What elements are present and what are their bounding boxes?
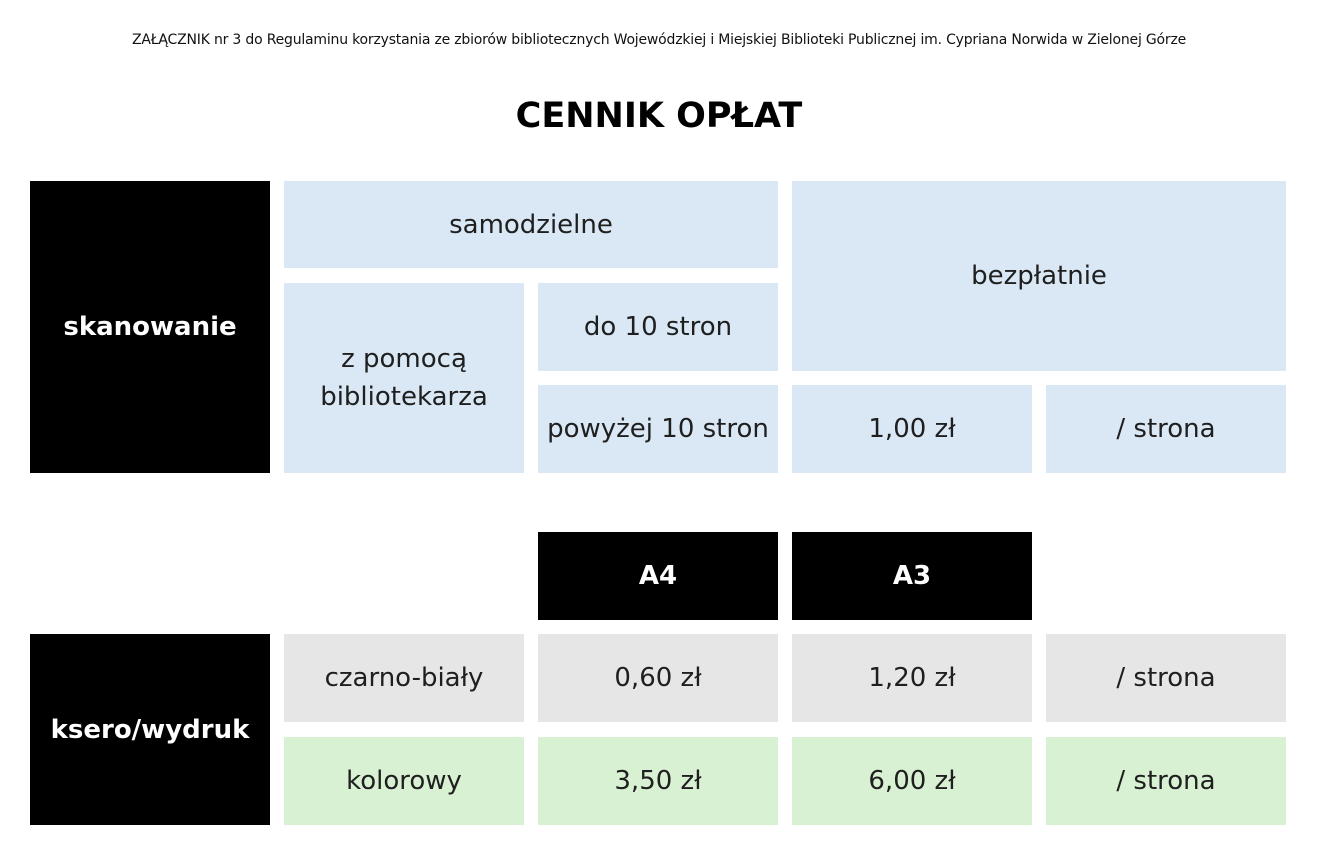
document-header: ZAŁĄCZNIK nr 3 do Regulaminu korzystania ze zbiorów bibliotecznych Wojewódzkiej i Miejskiej Biblioteki Publicznej im. Cypriana Norwida w Zielonej Górze xyxy=(131,32,1187,48)
bw-a3-price: 1,20 zł xyxy=(792,634,1032,722)
a3-column-header: A3 xyxy=(792,532,1032,620)
up-to-10-pages-label: do 10 stron xyxy=(538,283,778,371)
color-a3-price: 6,00 zł xyxy=(792,737,1032,825)
page-title: CENNIK OPŁAT xyxy=(515,96,803,136)
bw-unit: / strona xyxy=(1046,634,1286,722)
bw-a4-price: 0,60 zł xyxy=(538,634,778,722)
assisted-label xyxy=(284,283,524,473)
scanning-label: skanowanie xyxy=(30,181,270,473)
color-a4-price: 3,50 zł xyxy=(538,737,778,825)
color-label: kolorowy xyxy=(284,737,524,825)
over-10-pages-unit: / strona xyxy=(1046,385,1286,473)
self-service-label: samodzielne xyxy=(284,181,778,268)
copy-print-label: ksero/wydruk xyxy=(30,634,270,825)
over-10-pages-price: 1,00 zł xyxy=(792,385,1032,473)
over-10-pages-label: powyżej 10 stron xyxy=(538,385,778,473)
a4-column-header: A4 xyxy=(538,532,778,620)
color-unit: / strona xyxy=(1046,737,1286,825)
assisted-label-text: z pomocą bibliotekarza xyxy=(320,344,488,412)
free-price: bezpłatnie xyxy=(792,181,1286,371)
bw-label: czarno-biały xyxy=(284,634,524,722)
